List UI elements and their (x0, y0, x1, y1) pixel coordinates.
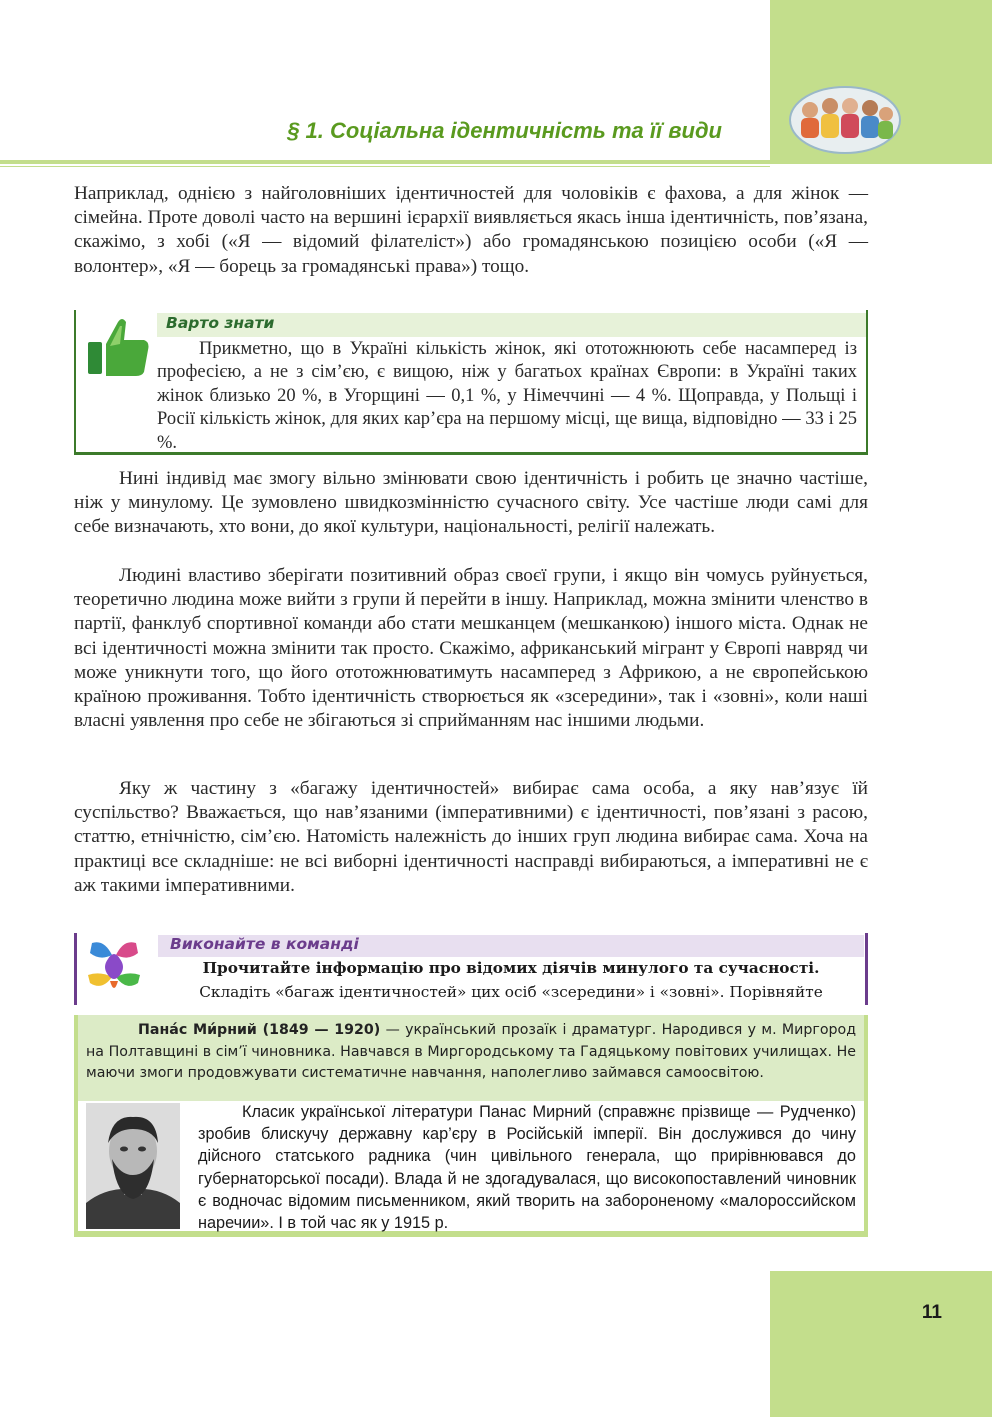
box-border-left (74, 310, 76, 455)
did-you-know-box (74, 310, 868, 455)
group-of-people-logo (788, 84, 902, 156)
header-rule (0, 160, 992, 164)
box-border-right (866, 310, 868, 455)
biography-text: Класик української літератури Панас Мирний (справжнє прізвище — Рудченко) зробив блискучу державну кар’єру в Російській імперії. Він дослужився до чину дійсного статського радника (чин цивільного генерала, що прирівнювався до губернаторської посади). Влада й не здогадувалася, що високопоставлений чиновник є водночас відомим письменником, який творить на забороненому «малороссийском наречии». І в той час як у 1915 р. (198, 1103, 856, 1233)
header-rule-thin (0, 166, 770, 167)
hands-team-icon (82, 935, 146, 1001)
task-instruction-bold: Прочитайте інформацію про відомих діячів минулого та сучасності. (202, 959, 820, 977)
frame-right (864, 1015, 868, 1237)
page-number: 11 (921, 1302, 942, 1323)
body-paragraph-4: Яку ж частину з «багажу ідентичностей» вибирає сама особа, а яку нав’язує їй суспільство? Вважається, що нав’язаними (імперативними) є ідентичності, пов’язані з расою, статтю, етнічністю, сім’єю. Натомість належність до інших груп людина вибирає сама. Хоча на практиці все складніше: не всі виборні ідентичності насправді вибираються, а імперативні не є аж такими імперативними. (74, 778, 868, 896)
frame-left (74, 1015, 78, 1237)
chapter-title: § 1. Соціальна ідентичність та її види (287, 118, 722, 143)
biography-intro-text: — український прозаїк і драматург. Народився у м. Миргород на Полтавщині в сім’ї чиновника. Навчався в Миргородському та Гадяцькому повітових училищах. Не маючи змоги продовжувати систематичне навчання, наполегливо займався самоосвітою. (86, 1022, 856, 1081)
person-name: Пана́с Ми́рний (1849 — 1920) (138, 1022, 381, 1038)
biography-box (74, 1015, 868, 1237)
box-heading: Виконайте в команді (170, 935, 359, 953)
team-task-box (74, 933, 868, 1005)
box-border-left (74, 933, 77, 1005)
body-paragraph-1: Наприклад, однією з найголовніших ідентичностей для чоловіків є фахова, а для жінок — сімейна. Проте доволі часто на вершині ієрархії виявляється якась інша ідентичність, пов’язана, скажімо, з хобі («Я — відомий філателіст») або громадянською позицією особи («Я — волонтер», «Я — борець за громадянські права») тощо. (74, 183, 868, 277)
body-paragraph-2: Нині індивід має змогу вільно змінювати свою ідентичність і робить це значно частіше, ніж у минулому. Це зумовлено швидкозмінністю сучасного світу. Усе частіше люди самі для себе визначають, хто вони, до якої культури, національності, релігії належать. (74, 468, 868, 538)
footer-side-band (770, 1271, 992, 1417)
portrait-photo (86, 1103, 180, 1229)
box-heading: Варто знати (166, 314, 275, 332)
thumbs-up-icon (84, 314, 154, 380)
body-paragraph-3: Людині властиво зберігати позитивний образ своєї групи, і якщо він чомусь руйнується, теоретично людина може вийти з групи й перейти в іншу. Наприклад, можна змінити членство в партії, фанклуб спортивної команди або стати мешканцем (мешканкою) іншого міста. Однак не всі ідентичності можна змінити так просто. Скажімо, африканський мігрант у Європі навряд чи може уникнути того, що його ототожнюватимуть насамперед з Африкою, а не європейською країною проживання. Тобто ідентичність створюється як «зсередини», так і «зовні», коли наші власні уявлення про себе не збігаються зі сприйманням нас іншими людьми. (74, 565, 868, 732)
box-text: Прикметно, що в Україні кількість жінок, які ототожнюють себе насамперед із професією, а не з сім’єю, є вищою, ніж у багатьох країнах Європи: в Україні таких жінок близько 20 %, в Угорщині — 0,1 %, у Німеччині — 4 %. Щоправда, у Польщі і Росії кількість жінок, для яких кар’єра на першому місці, ще вища, відповідно — 33 і 25 %. (157, 339, 857, 453)
box-border-right (865, 933, 868, 1005)
task-instruction: Складіть «багаж ідентичностей» цих осіб «зсередини» і «зовні». Порівняйте (199, 983, 823, 1001)
biography-intro (86, 1020, 856, 1085)
